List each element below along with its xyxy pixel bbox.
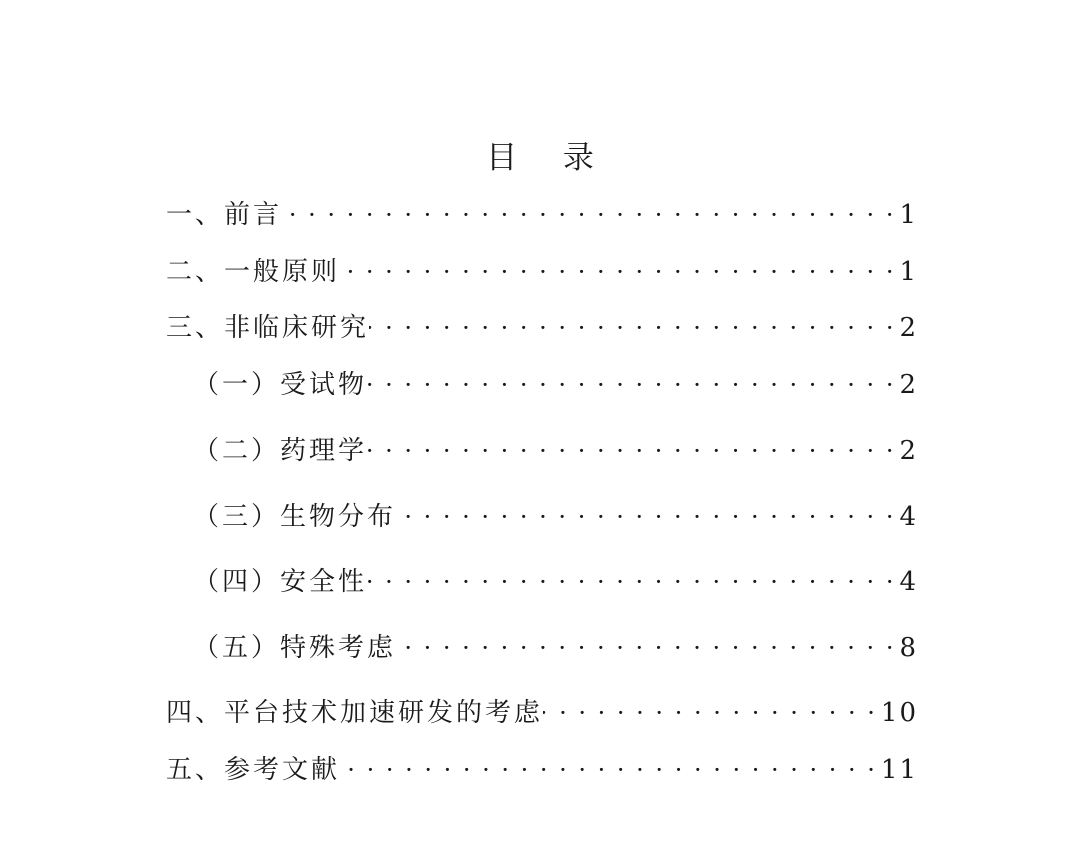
toc-dot-leader [282,195,899,235]
toc-entry-label: （五）特殊考虑 [193,633,397,663]
toc-dot-leader [367,365,899,405]
toc-entry-special-considerations[interactable] [193,628,916,668]
toc-entry-label: 一、前言 [166,200,283,230]
toc-page-number: 4 [899,502,918,532]
toc-entry-safety[interactable] [193,562,916,602]
toc-page-number: 2 [899,436,918,466]
toc-entry-biodistribution[interactable] [193,497,916,537]
toc-dot-leader [367,431,899,471]
toc-dot-leader [369,308,899,348]
toc-page-number: 10 [880,698,918,728]
toc-entry-label: （一）受试物 [193,370,368,400]
toc-page-number: 2 [899,370,918,400]
toc-dot-leader [340,252,899,292]
toc-page-number: 8 [899,633,918,663]
toc-page-number: 2 [899,313,918,343]
toc-entry-label: 二、一般原则 [166,257,341,287]
toc-entry-test-article[interactable] [193,365,916,405]
toc-dot-leader [396,497,899,537]
toc-page-number: 1 [899,200,918,230]
toc-entry-preface[interactable] [166,195,916,235]
toc-entry-label: （三）生物分布 [193,502,397,532]
toc-entry-pharmacology[interactable] [193,431,916,471]
toc-entry-label: （二）药理学 [193,436,368,466]
toc-page-number: 1 [899,257,918,287]
toc-dot-leader [396,628,899,668]
toc-dot-leader [543,693,881,733]
toc-entry-label: （四）安全性 [193,567,368,597]
toc-entry-label: 三、非临床研究 [166,313,370,343]
toc-title: 目 录 [486,140,612,176]
toc-entry-label: 五、参考文献 [166,755,341,785]
toc-entry-platform-technology[interactable] [166,693,916,733]
toc-entry-nonclinical-research[interactable] [166,308,916,348]
toc-entry-label: 四、平台技术加速研发的考虑 [166,698,544,728]
toc-entry-general-principles[interactable] [166,252,916,292]
toc-dot-leader [340,750,881,790]
toc-entry-references[interactable] [166,750,916,790]
toc-dot-leader [367,562,899,602]
toc-page-number: 4 [899,567,918,597]
toc-page-number: 11 [880,755,918,785]
